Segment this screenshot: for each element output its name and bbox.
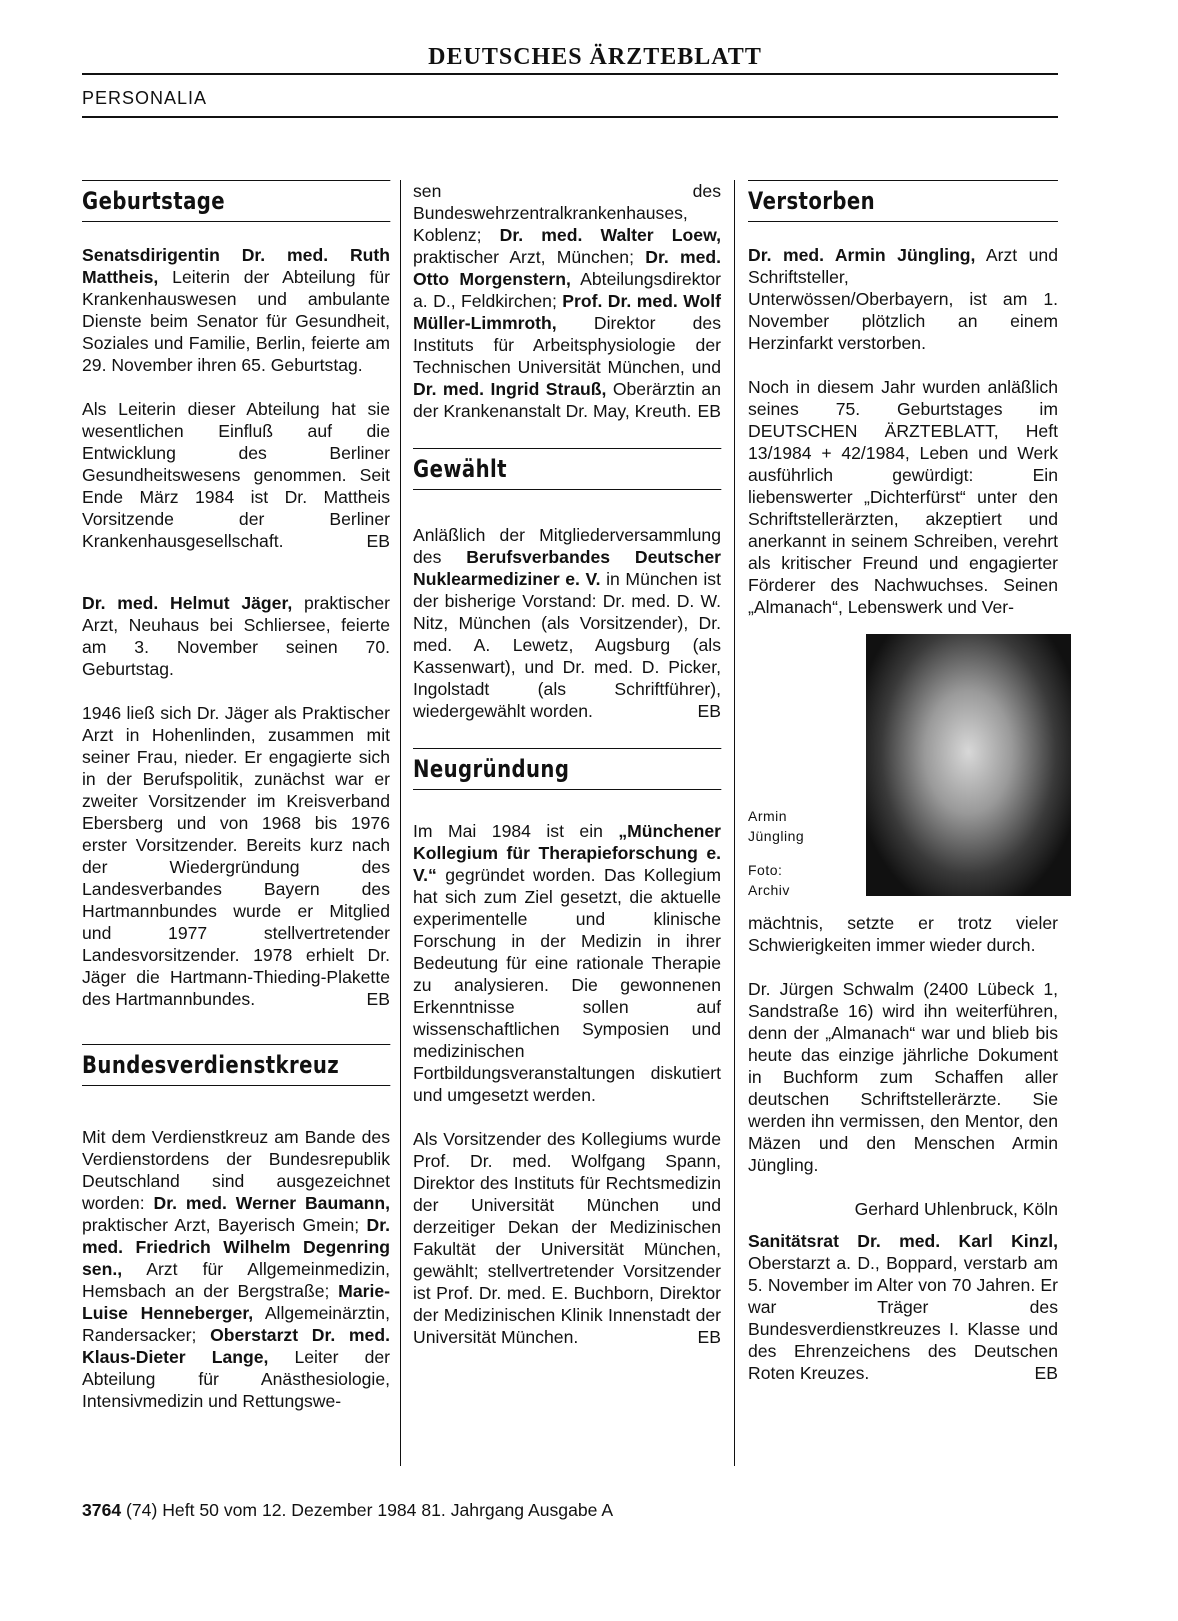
column-1 bbox=[82, 180, 390, 1412]
section-rule bbox=[82, 116, 1058, 118]
paragraph-jaeger-2: 1946 ließ sich Dr. Jäger als Praktischer Arzt in Hohenlinden, zusammen mit seiner Frau, nieder. Er engagierte sich in der Berufspolitik, zunächst war er zweiter Vorsitzender im Kreisverband Ebersberg und von 1968 bis 1976 erster Vorsitzender. Bereits kurz nach der Wiedergründung des Landesverbandes Bayern des Hartmannbundes wurde er Mitglied und 1977 stellvertretender Landesvorsitzender. 1978 erhielt Dr. Jäger die Hartmann-Thieding-Plakette des Hartmannbundes. EB bbox=[82, 703, 390, 1009]
heading-neugruendung: Neugründung bbox=[413, 748, 721, 790]
masthead-rule bbox=[82, 73, 1058, 75]
signature: Gerhard Uhlenbruck, Köln bbox=[854, 1199, 1058, 1219]
photo-caption-name: Armin Jüngling bbox=[748, 808, 805, 844]
heading-verstorben: Verstorben bbox=[748, 180, 1058, 222]
paragraph-jaeger: Dr. med. Helmut Jäger, praktischer Arzt, Neuhaus bei Schliersee, feierte am 3. November seinen 70. Geburtstag. bbox=[82, 593, 390, 679]
paragraph-verdienstkreuz: Mit dem Verdienstkreuz am Bande des Verdienstordens der Bundesrepublik Deutschland sind ausgezeichnet worden: Dr. med. Werner Baumann, praktischer Arzt, Bayerisch Gmein; Dr. med. Friedrich Wilhelm Degenring sen., Arzt für Allgemeinmedizin, Hemsbach an der Bergstraße; Marie-Luise Henneberger, Allgemeinärztin, Randersacker; Oberstarzt Dr. med. Klaus-Dieter Lange, Leiter der Abteilung für Anästhesiologie, Intensivmedizin und Rettungswe- bbox=[82, 1127, 391, 1411]
paragraph-kinzl: Sanitätsrat Dr. med. Karl Kinzl, Oberstarzt a. D., Boppard, verstarb am 5. November im Alter von 70 Jahren. Er war Träger des Bundesverdienstkreuzes I. Klasse und des Ehrenzeichens des Deutschen Roten Kreuzes. EB bbox=[748, 1231, 1058, 1383]
paragraph-mattheis: Senatsdirigentin Dr. med. Ruth Mattheis, Leiterin der Abteilung für Krankenhauswesen und ambulante Dienste beim Senator für Gesundheit, Soziales und Familie, Berlin, feierte am 29. November ihren 65. Geburtstag. bbox=[82, 245, 390, 375]
heading-gewaehlt: Gewählt bbox=[413, 448, 721, 490]
paragraph-juengling-2: Noch in diesem Jahr wurden anläßlich seines 75. Geburtstages im DEUTSCHEN ÄRZTEBLATT, Heft 13/1984 + 42/1984, Leben und Werk ausführlich gewürdigt: Ein liebenswerter „Dichterfürst“ unter den Schriftstellerärzten, akzeptiert und anerkannt in seinem Schreiben, verehrt als kritischer Freund und engagierter Förderer des Nachwuchses. Seinen „Almanach“, Lebenswerk und Ver- bbox=[748, 377, 1058, 617]
heading-bundesverdienstkreuz: Bundesverdienstkreuz bbox=[82, 1044, 390, 1086]
photo-caption-credit: Foto: Archiv bbox=[748, 862, 790, 898]
masthead: DEUTSCHES ÄRZTEBLATT bbox=[428, 44, 762, 70]
paragraph-nuklearmediziner: Anläßlich der Mitgliederversammlung des Berufsverbandes Deutscher Nuklearmediziner e. V. in München ist der bisherige Vorstand: Dr. med. D. W. Nitz, München (als Vorsitzender), Dr. med. A. Lewetz, Augsburg (als Kassenwart), und Dr. med. D. Picker, Ingolstadt (als Schriftführer), wiedergewählt worden. EB bbox=[413, 525, 721, 721]
page-footer: 3764 (74) Heft 50 vom 12. Dezember 1984 81. Jahrgang Ausgabe A bbox=[82, 1500, 614, 1520]
paragraph-kollegium: Im Mai 1984 ist ein „Münchener Kollegium für Therapieforschung e. V.“ gegründet worden. Das Kollegium hat sich zum Ziel gesetzt, die aktuelle experimentelle und klinische Forschung in der Medizin in ihrer Bedeutung für eine rationale Therapie zu analysieren. Die gewonnenen Erkenntnisse sollen auf wissenschaftlichen Symposien und medizinischen Fortbildungsveranstaltungen diskutiert und umgesetzt werden. bbox=[413, 821, 721, 1105]
paragraph-mattheis-2: Als Leiterin dieser Abteilung hat sie wesentlichen Einfluß auf die Entwicklung des Berliner Gesundheitswesens genommen. Seit Ende März 1984 ist Dr. Mattheis Vorsitzende der Berliner Krankenhausgesellschaft. EB bbox=[82, 399, 390, 551]
paragraph-juengling: Dr. med. Armin Jüngling, Arzt und Schriftsteller, Unterwössen/Oberbayern, ist am 1. November plötzlich an einem Herzinfarkt verstorben. bbox=[748, 245, 1058, 353]
paragraph-schwalm: Dr. Jürgen Schwalm (2400 Lübeck 1, Sandstraße 16) wird ihn weiterführen, denn der „Almanach“ war und blieb bis heute das einzige jährliche Dokument in Buchform zum Schaffen aller deutschen Schriftstellerärzte. Sie werden ihn vermissen, den Mentor, den Mäzen und den Menschen Armin Jüngling. bbox=[748, 979, 1058, 1175]
section-label: PERSONALIA bbox=[82, 88, 208, 108]
column-3 bbox=[748, 180, 1058, 1384]
paragraph-vermaechtnis: mächtnis, setzte er trotz vieler Schwierigkeiten immer wieder durch. bbox=[748, 913, 1058, 955]
column-divider-1 bbox=[400, 180, 401, 1466]
heading-geburtstage: Geburtstage bbox=[82, 180, 390, 222]
paragraph-kollegium-2: Als Vorsitzender des Kollegiums wurde Prof. Dr. med. Wolfgang Spann, Direktor des Instituts für Rechtsmedizin der Universität München und derzeitiger Dekan der Medizinischen Fakultät der Universität München, gewählt; stellvertretender Vorsitzender ist Prof. Dr. med. E. Buchborn, Direktor der Medizinischen Klinik Innenstadt der Universität München. EB bbox=[413, 1129, 721, 1347]
column-2 bbox=[413, 180, 721, 1348]
column-divider-2 bbox=[734, 180, 735, 1466]
paragraph-verdienstkreuz-cont: sen des Bundeswehrzentralkrankenhauses, Koblenz; Dr. med. Walter Loew, praktischer Arzt, München; Dr. med. Otto Morgenstern, Abteilungsdirektor a. D., Feldkirchen; Prof. Dr. med. Wolf Müller-Limmroth, Direktor des Instituts für Arbeitsphysiologie der Technischen Universität München, und Dr. med. Ingrid Strauß, Oberärztin an der Krankenanstalt Dr. May, Kreuth. EB bbox=[413, 181, 722, 421]
portrait-photo bbox=[866, 634, 1071, 896]
photo-block bbox=[748, 634, 1058, 896]
